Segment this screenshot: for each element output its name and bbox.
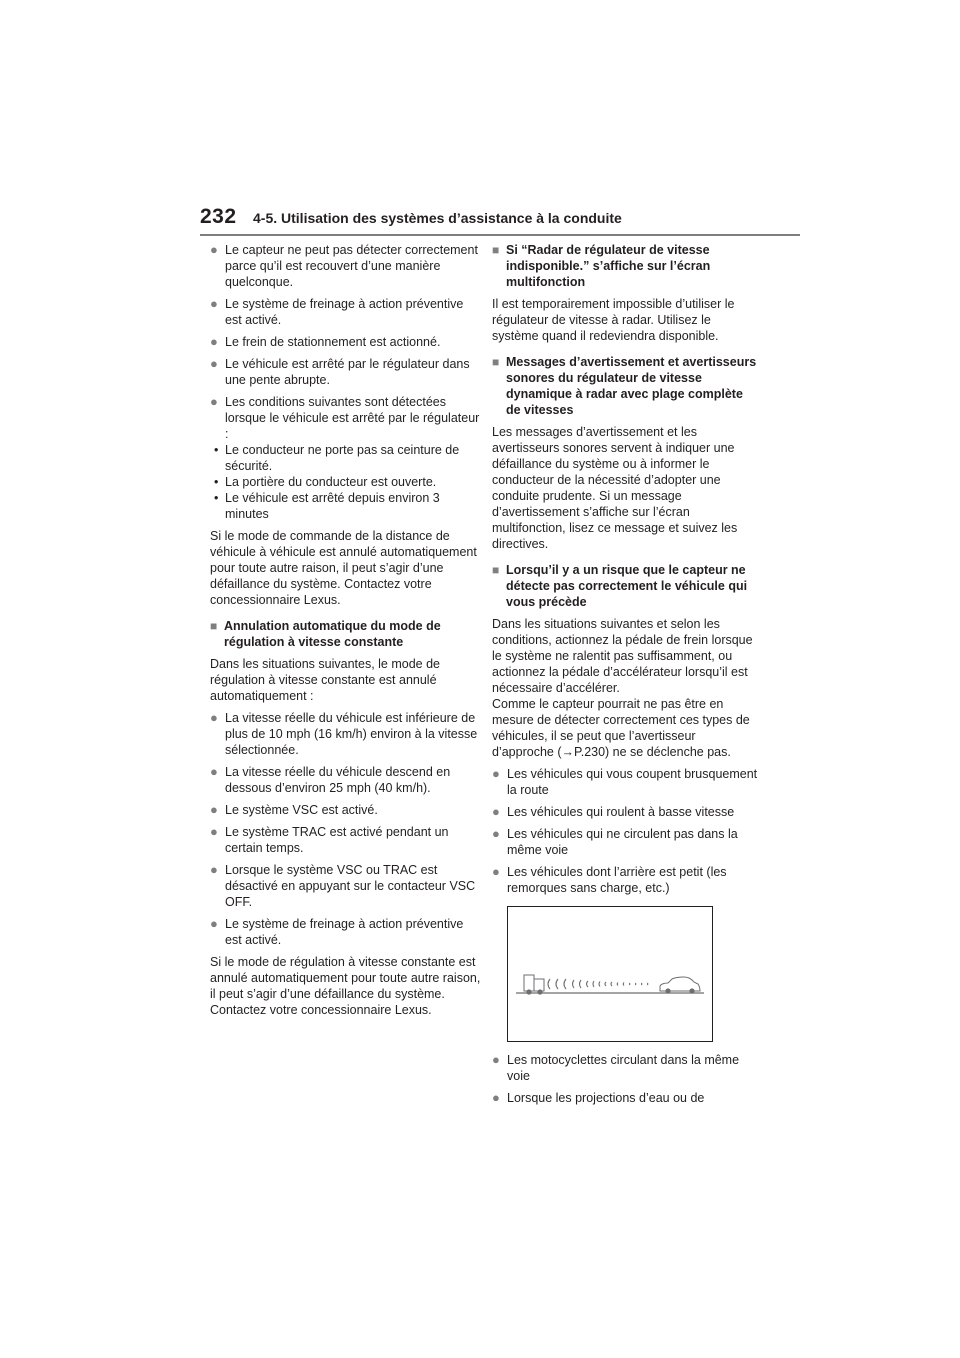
right-column	[492, 242, 760, 1112]
list-item: ● Les véhicules qui ne circulent pas dans la même voie	[492, 826, 738, 857]
list-item: ● Lorsque les projections d’eau ou de	[492, 1090, 705, 1105]
bullet-icon: ●	[492, 804, 500, 819]
bullet-icon: ●	[492, 1052, 500, 1067]
bullet-icon: ●	[210, 710, 218, 725]
list-item: ● Le système TRAC est activé pendant un certain temps.	[210, 824, 449, 855]
list-item: ● La vitesse réelle du véhicule descend en dessous d’environ 25 mph (40 km/h).	[210, 764, 451, 795]
radar-illustration	[507, 906, 713, 1042]
chapter-title: 4-5. Utilisation des systèmes d’assistance à la conduite	[253, 210, 622, 226]
radar-waves-icon	[548, 979, 648, 989]
list-item: ● Le système de freinage à action préventive est activé.	[210, 916, 464, 947]
list-item: ● Les motocyclettes circulant dans la même voie	[492, 1052, 740, 1083]
sub-bullet-icon: •	[214, 443, 219, 457]
section-heading: ■ Messages d’avertissement et avertisseurs sonores du régulateur de vitesse dynamique à radar avec plage complète de vitesses	[492, 355, 757, 417]
radar-illustration-svg	[508, 907, 712, 1041]
list-item: ● Le capteur ne peut pas détecter correctement parce qu’il est recouvert d’une manière quelconque.	[210, 242, 478, 289]
paragraph: Il est temporairement impossible d’utiliser le régulateur de vitesse à radar. Utilisez le système quand il redeviendra disponible.	[492, 297, 735, 343]
left-column	[210, 242, 482, 1024]
bullet-icon: ●	[210, 334, 218, 349]
section-heading: ■ Si “Radar de régulateur de vitesse indisponible.” s’affiche sur l’écran multifonction	[492, 243, 711, 289]
bullet-icon: ●	[210, 296, 218, 311]
paragraph: Si le mode de commande de la distance de véhicule à véhicule est annulé automatiquement pour toute autre raison, il peut s’agir d’une défaillance du système. Contactez votre concessionnaire Lexus.	[210, 529, 477, 607]
sub-bullet-icon: •	[214, 491, 219, 505]
list-item: ● Les véhicules qui vous coupent brusquement la route	[492, 766, 758, 797]
paragraph: Si le mode de régulation à vitesse constante est annulé automatiquement pour toute autre raison, il peut s’agir d’une défaillance du système. Contactez votre concessionnaire Lexus.	[210, 955, 481, 1017]
list-item: ● Le véhicule est arrêté par le régulateur dans une pente abrupte.	[210, 356, 470, 387]
bullet-icon: ●	[210, 394, 218, 409]
list-item: ● Les conditions suivantes sont détectées lorsque le véhicule est arrêté par le régulateur :	[210, 394, 480, 441]
page-number: 232	[200, 205, 237, 228]
paragraph: Les messages d’avertissement et les avertisseurs sonores servent à indiquer une défaillance du système ou à informer le conducteur de la nécessité d’adopter une conduite prudente. Si un message d’avertissement s’affiche sur l’écran multifonction, lisez ce message et suivez les directives.	[492, 425, 738, 551]
bullet-icon: ●	[210, 764, 218, 779]
bullet-icon: ●	[210, 242, 218, 257]
square-icon: ■	[492, 243, 500, 257]
bullet-icon: ●	[210, 356, 218, 371]
page-header	[200, 205, 800, 235]
bullet-icon: ●	[210, 862, 218, 877]
section-heading: ■ Annulation automatique du mode de régulation à vitesse constante	[210, 619, 441, 649]
list-item: ● La vitesse réelle du véhicule est inférieure de plus de 10 mph (16 km/h) environ à la vitesse sélectionnée.	[210, 710, 478, 757]
list-item: ● Le frein de stationnement est actionné.	[210, 334, 441, 349]
paragraph: Dans les situations suivantes et selon les conditions, actionnez la pédale de frein lorsque le système ne ralentit pas suffisamment, ou actionnez la pédale d’accélérateur lorsqu’il est nécessaire d’accélérer.	[492, 617, 753, 695]
header-rule	[200, 234, 800, 236]
sub-list-item: • Le véhicule est arrêté depuis environ 3 minutes	[214, 491, 440, 521]
list-item: ● Les véhicules dont l’arrière est petit (les remorques sans charge, etc.)	[492, 864, 727, 895]
bullet-icon: ●	[210, 824, 218, 839]
truck-icon	[524, 975, 544, 995]
car-icon	[660, 977, 700, 994]
section-heading: ■ Lorsqu’il y a un risque que le capteur ne détecte pas correctement le véhicule qui vous précède	[492, 563, 748, 609]
list-item: ● Lorsque le système VSC ou TRAC est désactivé en appuyant sur le contacteur VSC OFF.	[210, 862, 476, 909]
list-item: ● Les véhicules qui roulent à basse vitesse	[492, 804, 735, 819]
sub-bullet-icon: •	[214, 475, 219, 489]
bullet-icon: ●	[492, 826, 500, 841]
bullet-icon: ●	[492, 864, 500, 879]
bullet-icon: ●	[492, 1090, 500, 1105]
bullet-icon: ●	[492, 766, 500, 781]
sub-list-item: • Le conducteur ne porte pas sa ceinture de sécurité.	[214, 443, 460, 473]
bullet-icon: ●	[210, 916, 218, 931]
list-item: ● Le système de freinage à action préventive est activé.	[210, 296, 464, 327]
paragraph: Dans les situations suivantes, le mode de régulation à vitesse constante est annulé automatiquement :	[210, 657, 440, 703]
square-icon: ■	[492, 563, 500, 577]
paragraph: Comme le capteur pourrait ne pas être en mesure de détecter correctement ces types de véhicules, il se peut que l’avertisseur d’approche (→P.230) ne se déclenche pas.	[492, 697, 750, 759]
list-item: ● Le système VSC est activé.	[210, 802, 378, 817]
square-icon: ■	[210, 619, 218, 633]
square-icon: ■	[492, 355, 500, 369]
sub-list-item: • La portière du conducteur est ouverte.	[214, 475, 437, 489]
bullet-icon: ●	[210, 802, 218, 817]
